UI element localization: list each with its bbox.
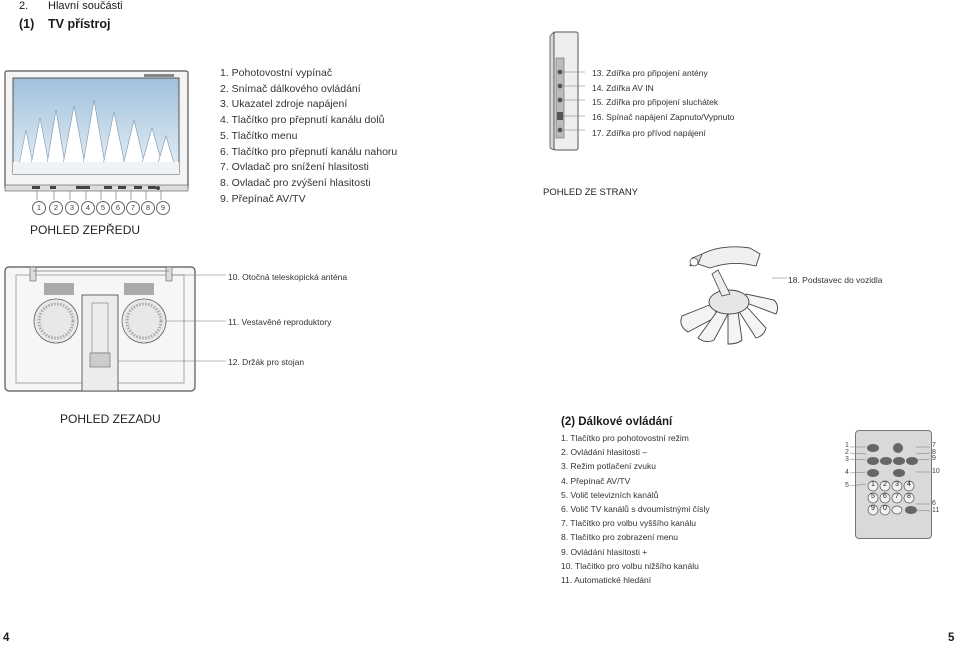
back-view-caption: POHLED ZEZADU	[60, 412, 161, 426]
list-item: 1. Pohotovostní vypínač	[220, 67, 333, 79]
list-item: 5. Tlačítko menu	[220, 129, 298, 142]
key-1: 1	[871, 481, 875, 488]
key-0: 0	[883, 505, 887, 512]
remote-callout: 4	[845, 469, 849, 476]
subsection-title: TV přístroj	[48, 17, 111, 31]
callout-5: 5	[96, 201, 110, 215]
list-item: 8. Tlačítko pro zobrazení menu	[561, 532, 679, 543]
list-item: 10. Tlačítko pro volbu nižšího kanálu	[561, 560, 699, 571]
key-7: 7	[895, 493, 899, 500]
list-item: 14. Zdířka AV IN	[592, 82, 654, 93]
key-2: 2	[883, 481, 887, 488]
back-item-speakers: 11. Vestavěné reproduktory	[228, 317, 332, 327]
back-item-antenna: 10. Otočná teleskopická anténa	[228, 272, 348, 282]
key-8: 8	[907, 493, 911, 500]
list-item: 9. Ovládání hlasitosti +	[561, 546, 648, 557]
remote-callout: 3	[845, 456, 849, 463]
remote-callout: 8	[932, 449, 936, 456]
callout-4: 4	[81, 201, 95, 215]
side-view-caption: POHLED ZE STRANY	[543, 187, 639, 198]
callout-9: 9	[156, 201, 170, 215]
side-components-list	[592, 66, 734, 124]
callout-8: 8	[141, 201, 155, 215]
remote-callout: 2	[845, 449, 849, 456]
list-item: 4. Přepínač AV/TV	[561, 475, 631, 486]
section-number: 2.	[19, 0, 29, 12]
list-item: 17. Zdířka pro přívod napájení	[592, 128, 706, 138]
callout-3: 3	[65, 201, 79, 215]
callout-2: 2	[49, 201, 63, 215]
remote-components-list	[561, 431, 710, 587]
tv-side-illustration	[540, 30, 585, 155]
list-item: 1. Tlačítko pro pohotovostní režim	[561, 433, 689, 443]
remote-callout: 6	[932, 500, 936, 507]
list-item: 3. Ukazatel zdroje napájení	[220, 98, 348, 111]
list-item: 13. Zdířka pro připojení antény	[592, 68, 708, 78]
remote-callout: 7	[932, 442, 936, 449]
list-item: 11. Automatické hledání	[561, 575, 652, 586]
car-mount-illustration	[672, 244, 787, 344]
callout-6: 6	[111, 201, 125, 215]
remote-leader-lines	[838, 440, 938, 520]
list-item: 9. Přepínač AV/TV	[220, 192, 306, 205]
list-item: 4. Tlačítko pro přepnutí kanálu dolů	[220, 114, 385, 127]
list-item: 2. Ovládání hlasitosti –	[561, 447, 647, 458]
remote-callout: 1	[845, 442, 849, 449]
list-item: 7. Ovladač pro snížení hlasitosti	[220, 161, 369, 174]
key-5: 5	[871, 493, 875, 500]
list-item: 15. Zdířka pro připojení sluchátek	[592, 97, 719, 108]
front-components-list	[220, 66, 397, 207]
key-6: 6	[883, 493, 887, 500]
tv-front-illustration	[4, 70, 189, 215]
subsection-number: (1)	[19, 17, 35, 31]
remote-callout: 9	[932, 455, 936, 462]
callout-1: 1	[32, 201, 46, 215]
remote-callout: 11	[932, 507, 940, 514]
list-item: 5. Volič televizních kanálů	[561, 489, 659, 500]
page-number-left: 4	[3, 632, 10, 644]
section-title: Hlavní součásti	[48, 0, 123, 12]
remote-callout: 10	[932, 468, 940, 475]
list-item: 3. Režim potlačení zvuku	[561, 461, 656, 472]
callout-7: 7	[126, 201, 140, 215]
page-number-right: 5	[948, 632, 955, 644]
back-item-stand-bracket: 12. Držák pro stojan	[228, 357, 305, 367]
list-item: 2. Snímač dálkového ovládání	[220, 82, 361, 95]
tv-back-illustration	[4, 265, 226, 395]
car-mount-label: 18. Podstavec do vozidla	[788, 275, 883, 285]
remote-title: (2) Dálkové ovládání	[561, 416, 673, 428]
list-item: 6. Tlačítko pro přepnutí kanálu nahoru	[220, 145, 398, 158]
list-item: 16. Spínač napájení Zapnuto/Vypnuto	[592, 111, 735, 122]
key-3: 3	[895, 481, 899, 488]
list-item: 7. Tlačítko pro volbu vyššího kanálu	[561, 518, 696, 529]
remote-callout: 5	[845, 482, 849, 489]
key-9: 9	[871, 505, 875, 512]
list-item: 8. Ovladač pro zvýšení hlasitosti	[220, 176, 371, 189]
front-view-caption: POHLED ZEPŘEDU	[30, 223, 141, 237]
list-item: 6. Volič TV kanálů s dvoumístnými čísly	[561, 504, 710, 515]
key-4: 4	[907, 481, 911, 488]
